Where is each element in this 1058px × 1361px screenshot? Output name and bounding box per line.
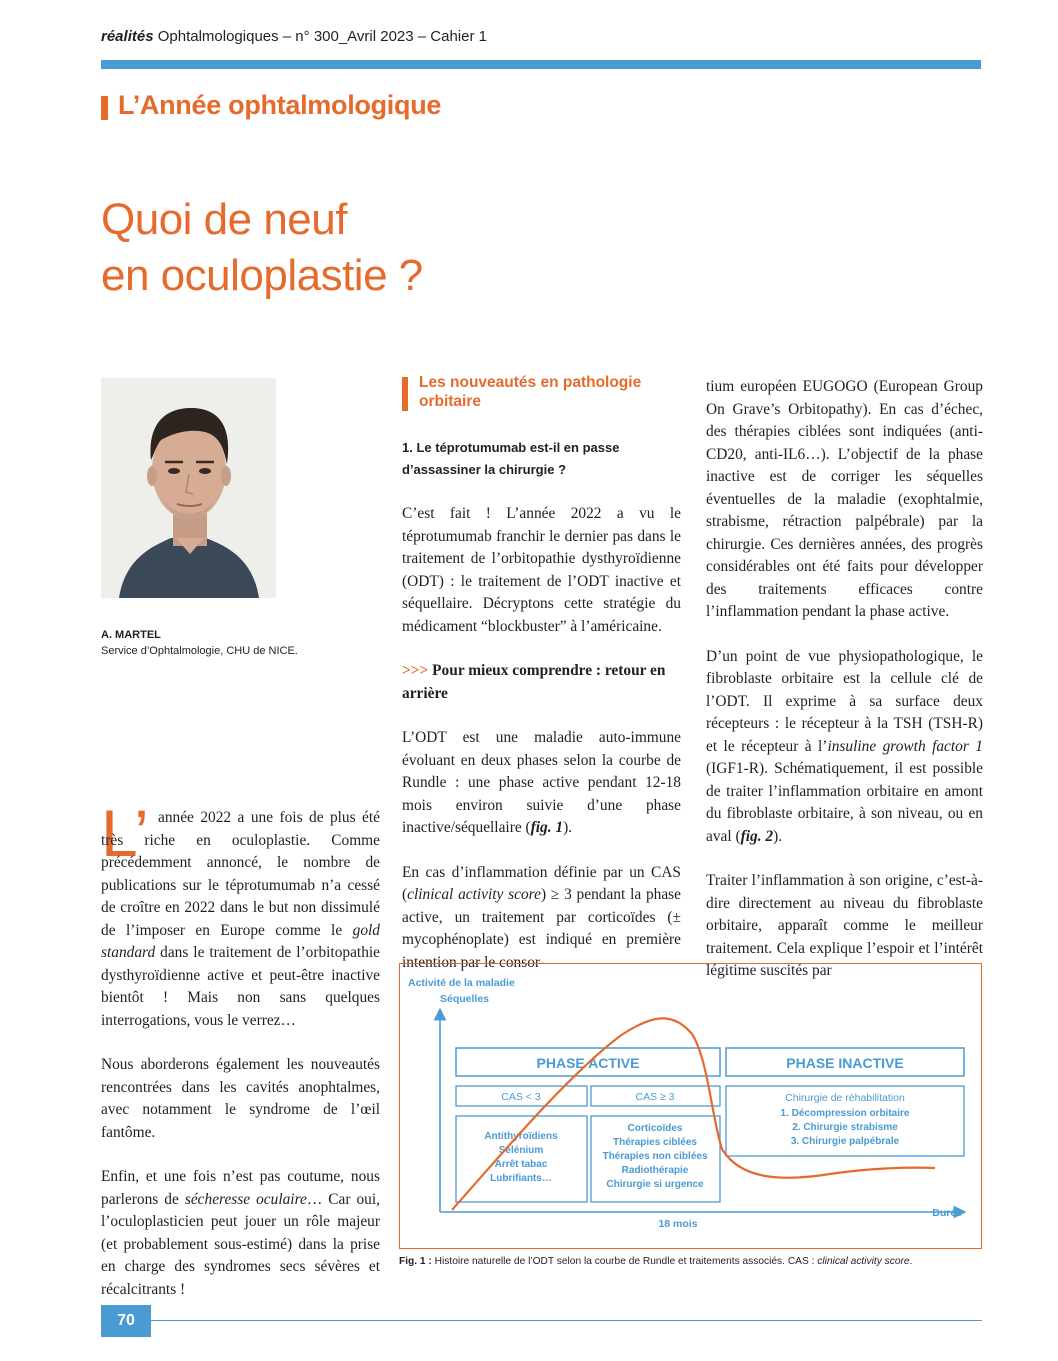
arrow-heading-text: Pour mieux comprendre : retour en arrière xyxy=(402,662,666,702)
y-axis-label-1: Activité de la maladie xyxy=(408,977,515,989)
author-photo xyxy=(101,378,276,598)
caption-text: . xyxy=(909,1256,913,1267)
cas-high-label: CAS ≥ 3 xyxy=(635,1091,675,1103)
question-heading: 1. Le téprotumumab est-il en passe d’assassiner la chirurgie ? xyxy=(402,440,620,477)
body-paragraph xyxy=(402,727,681,840)
phase-inactive-label: PHASE INACTIVE xyxy=(786,1055,904,1071)
drop-cap: L’ xyxy=(101,796,149,870)
treatment-item: Antithyroïdiens xyxy=(484,1131,558,1142)
body-emphasis: clinical activity score xyxy=(407,886,541,903)
treatment-item: Corticoïdes xyxy=(627,1123,683,1134)
figure-caption xyxy=(399,1256,989,1267)
treatment-item: Lubrifiants… xyxy=(490,1173,552,1184)
article-title xyxy=(101,192,423,304)
rundle-curve-diagram xyxy=(400,964,980,1247)
page-number: 70 xyxy=(101,1305,151,1337)
caption-text: Histoire naturelle de l’ODT selon la courbe de Rundle et traitements associés. CAS : xyxy=(431,1256,818,1267)
surgery-item: 3. Chirurgie palpébrale xyxy=(790,1136,900,1147)
x-axis-label: Durée xyxy=(932,1207,962,1219)
brand-name: réalités xyxy=(101,28,154,45)
body-paragraph: C’est fait ! L’année 2022 a vu le téprotumumab franchir le dernier pas dans le traitement de l’orbitopathie dysthyroïdienne (ODT) : le traitement de l’ODT inactive et séquellaire. Décryptons cette stratégie du médicament “blockbuster” à l’américaine. xyxy=(402,505,681,635)
intro-text: … Car oui, l’oculoplasticien peut jouer un rôle majeur (et probablement sous-estimé) dans la prise en charge des syndromes secs sévères et récalcitrants ! xyxy=(101,1190,380,1298)
issue-info: Ophtalmologiques – n° 300_Avril 2023 – Cahier 1 xyxy=(157,28,487,45)
body-text: D’un point de vue physiopathologique, le fibroblaste orbitaire est la cellule clé de l’ODT. Il exprime à sa surface deux récepteurs : le récepteur à la TSH (TSH-R) et le récepteur à l’ xyxy=(706,647,983,755)
body-text: L’ODT est une maladie auto-immune évoluant en deux phases selon la courbe de Rundle : une phase active pendant 12-18 mois environ suivie d’une phase inactive/séquellaire ( xyxy=(402,729,681,836)
figure-1 xyxy=(399,963,982,1249)
treatment-item: Thérapies ciblées xyxy=(613,1137,697,1148)
treatment-item: Arrêt tabac xyxy=(494,1159,548,1170)
body-paragraph xyxy=(706,646,983,849)
section-title: L’Année ophtalmologique xyxy=(118,90,442,120)
subheading: Les nouveautés en pathologie orbitaire xyxy=(419,374,642,410)
article-title-line-1: Quoi de neuf xyxy=(101,195,347,244)
body-column-2 xyxy=(402,437,681,996)
intro-emphasis: sécheresse oculaire xyxy=(184,1190,307,1208)
intro-emphasis: gold standard xyxy=(101,921,380,961)
section-marker xyxy=(101,96,108,120)
intro-paragraph-2: Nous aborderons également les nouveautés rencontrées dans les cavités anophtalmes, avec notamment le syndrome de l’œil fantôme. xyxy=(101,1056,380,1141)
intro-text: année 2022 a une fois de plus été très riche en oculoplastie. Comme précédemment annoncé, le nombre de publications sur le téprotumumab n’a cessé de croître en 2022 dans le but non dissimulé de l’imposer en Europe comme le xyxy=(101,809,380,939)
author-name: A. MARTEL xyxy=(101,629,161,641)
surgery-title: Chirurgie de réhabilitation xyxy=(785,1092,905,1104)
figure-reference: fig. 2 xyxy=(740,827,774,845)
body-emphasis: insuline growth factor 1 xyxy=(827,737,983,755)
x-axis-mark: 18 mois xyxy=(658,1218,698,1230)
arrow-heading xyxy=(402,660,681,705)
figure-reference: fig. 1 xyxy=(530,819,564,836)
header-rule xyxy=(101,60,981,69)
intro-paragraph-3 xyxy=(101,1166,380,1301)
running-head xyxy=(101,28,487,45)
caption-emphasis: clinical activity score xyxy=(817,1256,910,1267)
body-text: ). xyxy=(563,819,573,836)
footer-rule xyxy=(151,1320,982,1321)
article-title-line-2: en oculoplastie ? xyxy=(101,251,423,300)
intro-column xyxy=(101,807,380,1323)
body-text: En cas d’inflammation définie par un CAS ( xyxy=(402,863,681,903)
treatment-item: Sélénium xyxy=(498,1145,544,1156)
body-text: ). xyxy=(773,827,783,845)
body-text: ) ≥ 3 pendant la phase active, un traitement par corticoïdes (± mycophénoplate) est indiqué en première intention par le consor- xyxy=(402,886,681,971)
cas-low-label: CAS < 3 xyxy=(501,1091,541,1103)
author-portrait-illustration xyxy=(101,378,276,598)
treatment-item: Chirurgie si urgence xyxy=(606,1179,704,1190)
body-paragraph: tium européen EUGOGO (European Group On Grave’s Orbitopathy). En cas d’échec, des thérapies ciblées sont indiquées (anti-CD20, anti-IL6…). L’objectif de la phase inactive est de corriger les séquelles éventuelles de la maladie (exophtalmie, strabisme, rétraction palpébrale) par la chirurgie. Ces dernières années, des progrès considérables ont été faits pour développer des traitements efficaces contre l’inflammation pendant la phase active. xyxy=(706,378,983,620)
body-text: (IGF1-R). Schématiquement, il est possible de traiter l’inflammation orbitaire en amont du fibroblaste orbitaire, à son niveau, ou en aval ( xyxy=(706,760,983,845)
intro-text: Enfin, et une fois n’est pas coutume, nous parlerons de xyxy=(101,1168,380,1208)
surgery-item: 2. Chirurgie strabisme xyxy=(792,1122,898,1133)
body-paragraph: Traiter l’inflammation à son origine, c’est-à-dire directement au niveau du fibroblaste orbitaire, apparaît comme le meilleur traitement. Cela explique l’espoir et l’intérêt légitime suscités par xyxy=(706,872,983,979)
subhead-marker xyxy=(402,377,408,411)
surgery-item: 1. Décompression orbitaire xyxy=(780,1108,910,1119)
author-affiliation: Service d’Ophtalmologie, CHU de NICE. xyxy=(101,645,298,657)
phase-active-label: PHASE ACTIVE xyxy=(536,1055,640,1071)
y-axis-label-2: Séquelles xyxy=(440,993,490,1005)
intro-paragraph xyxy=(101,807,380,1032)
intro-text: dans le traitement de l’orbitopathie dysthyroïdienne active et peut-être inactive bientôt ! Mais non sans quelques interrogations, vous le verrez… xyxy=(101,944,380,1029)
arrow-chevrons: >>> xyxy=(402,662,429,679)
body-paragraph xyxy=(402,862,681,975)
caption-label: Fig. 1 : xyxy=(399,1256,432,1267)
treatment-item: Thérapies non ciblées xyxy=(602,1151,708,1162)
treatment-item: Radiothérapie xyxy=(621,1165,689,1176)
body-column-3 xyxy=(706,376,983,1005)
